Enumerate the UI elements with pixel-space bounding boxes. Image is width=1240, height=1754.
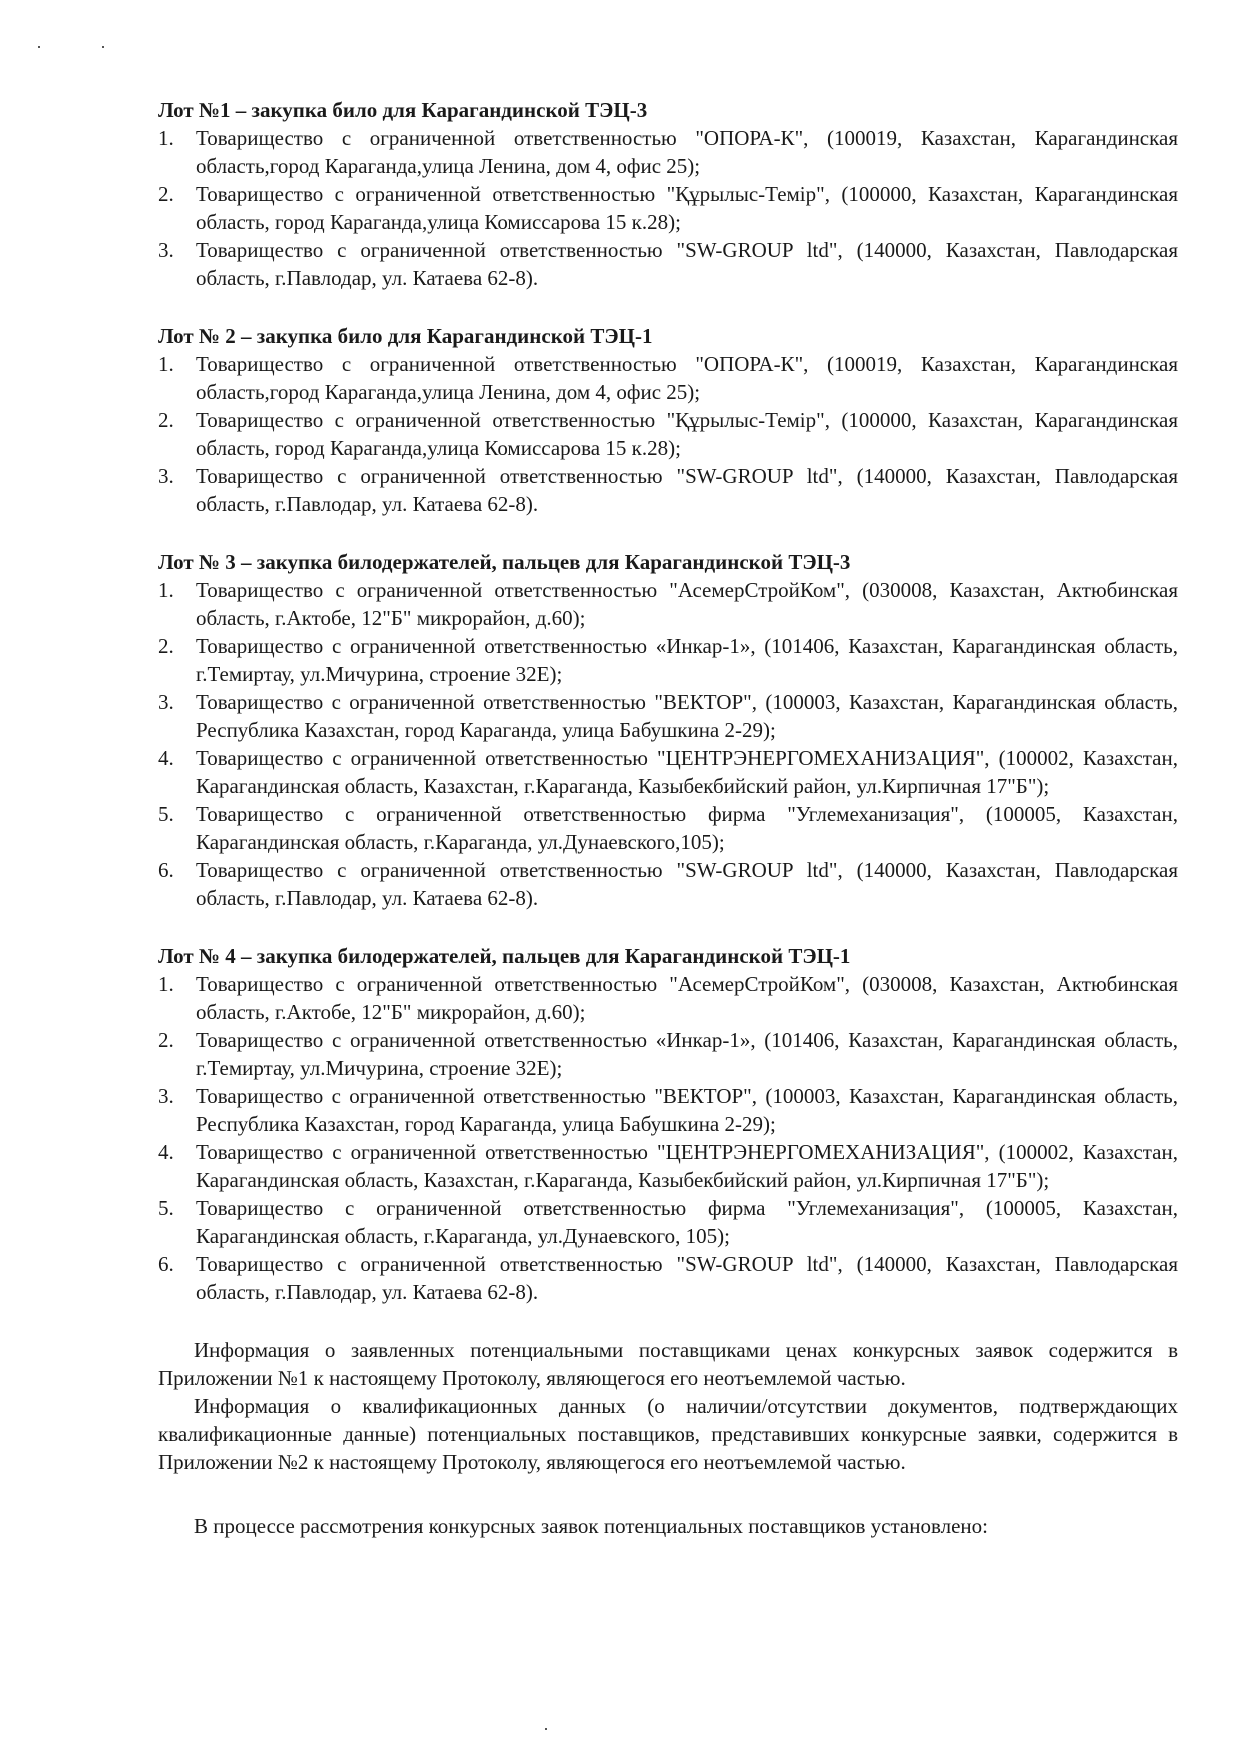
- supplier-item: [158, 576, 1178, 632]
- supplier-item: [158, 236, 1178, 292]
- review-paragraph: В процессе рассмотрения конкурсных заявок потенциальных поставщиков установлено:: [194, 1514, 988, 1538]
- document-body: [158, 96, 1178, 1540]
- supplier-text: Товарищество с ограниченной ответственностью "ВЕКТОР", (100003, Казахстан, Карагандинская область, Республика Казахстан, город Караганда, улица Бабушкина 2-29);: [196, 690, 1178, 742]
- supplier-list: [158, 970, 1178, 1306]
- scan-speck: [102, 46, 104, 48]
- item-number: 5.: [158, 1196, 174, 1220]
- supplier-text: Товарищество с ограниченной ответственностью "АсемерСтройКом", (030008, Казахстан, Актюбинская область, г.Актобе, 12"Б" микрорайон, д.60);: [196, 578, 1178, 630]
- supplier-text: Товарищество с ограниченной ответственностью "Құрылыс-Темір", (100000, Казахстан, Карагандинская область, город Караганда,улица Комиссарова 15 к.28);: [196, 182, 1178, 234]
- prices-paragraph: Информация о заявленных потенциальными поставщиками ценах конкурсных заявок содержится в Приложении №1 к настоящему Протоколу, являющегося его неотъемлемой частью.: [158, 1338, 1178, 1390]
- supplier-item: [158, 350, 1178, 406]
- item-number: 1.: [158, 578, 174, 602]
- lot-4: [158, 942, 1178, 1306]
- item-number: 2.: [158, 408, 174, 432]
- supplier-list: [158, 350, 1178, 518]
- lot-title: Лот № 4 – закупка билодержателей, пальцев для Карагандинской ТЭЦ-1: [158, 944, 851, 968]
- item-number: 5.: [158, 802, 174, 826]
- supplier-item: [158, 1250, 1178, 1306]
- supplier-item: [158, 632, 1178, 688]
- supplier-text: Товарищество с ограниченной ответственностью "SW-GROUP ltd", (140000, Казахстан, Павлодарская область, г.Павлодар, ул. Катаева 62-8).: [196, 464, 1178, 516]
- item-number: 3.: [158, 238, 174, 262]
- lot-title: Лот №1 – закупка било для Карагандинской ТЭЦ-3: [158, 98, 648, 122]
- lot-1: [158, 96, 1178, 292]
- supplier-item: [158, 1082, 1178, 1138]
- supplier-text: Товарищество с ограниченной ответственностью "ВЕКТОР", (100003, Казахстан, Карагандинская область, Республика Казахстан, город Караганда, улица Бабушкина 2-29);: [196, 1084, 1178, 1136]
- lot-3: [158, 548, 1178, 912]
- supplier-item: [158, 856, 1178, 912]
- supplier-text: Товарищество с ограниченной ответственностью «Инкар-1», (101406, Казахстан, Карагандинская область, г.Темиртау, ул.Мичурина, строение 32Е);: [196, 1028, 1178, 1080]
- supplier-item: [158, 744, 1178, 800]
- supplier-list: [158, 576, 1178, 912]
- supplier-text: Товарищество с ограниченной ответственностью фирма "Углемеханизация", (100005, Казахстан, Карагандинская область, г.Караганда, ул.Дунаевского, 105);: [196, 1196, 1178, 1248]
- scan-speck: [545, 1728, 547, 1730]
- supplier-text: Товарищество с ограниченной ответственностью "SW-GROUP ltd", (140000, Казахстан, Павлодарская область, г.Павлодар, ул. Катаева 62-8).: [196, 858, 1178, 910]
- supplier-item: [158, 406, 1178, 462]
- supplier-text: Товарищество с ограниченной ответственностью "ЦЕНТРЭНЕРГОМЕХАНИЗАЦИЯ", (100002, Казахстан, Карагандинская область, Казахстан, г.Караганда, Казыбекбийский район, ул.Кирпичная 17"Б");: [196, 1140, 1178, 1192]
- item-number: 2.: [158, 1028, 174, 1052]
- supplier-item: [158, 124, 1178, 180]
- supplier-text: Товарищество с ограниченной ответственностью "Құрылыс-Темір", (100000, Казахстан, Карагандинская область, город Караганда,улица Комиссарова 15 к.28);: [196, 408, 1178, 460]
- supplier-text: Товарищество с ограниченной ответственностью "SW-GROUP ltd", (140000, Казахстан, Павлодарская область, г.Павлодар, ул. Катаева 62-8).: [196, 238, 1178, 290]
- supplier-item: [158, 180, 1178, 236]
- item-number: 1.: [158, 352, 174, 376]
- supplier-text: Товарищество с ограниченной ответственностью "SW-GROUP ltd", (140000, Казахстан, Павлодарская область, г.Павлодар, ул. Катаева 62-8).: [196, 1252, 1178, 1304]
- scan-speck: [38, 46, 40, 48]
- item-number: 4.: [158, 1140, 174, 1164]
- supplier-text: Товарищество с ограниченной ответственностью "ОПОРА-К", (100019, Казахстан, Карагандинская область,город Караганда,улица Ленина, дом 4, офис 25);: [196, 126, 1178, 178]
- item-number: 3.: [158, 464, 174, 488]
- supplier-text: Товарищество с ограниченной ответственностью «Инкар-1», (101406, Казахстан, Карагандинская область, г.Темиртау, ул.Мичурина, строение 32Е);: [196, 634, 1178, 686]
- supplier-text: Товарищество с ограниченной ответственностью фирма "Углемеханизация", (100005, Казахстан, Карагандинская область, г.Караганда, ул.Дунаевского,105);: [196, 802, 1178, 854]
- item-number: 1.: [158, 972, 174, 996]
- item-number: 1.: [158, 126, 174, 150]
- supplier-item: [158, 800, 1178, 856]
- item-number: 6.: [158, 1252, 174, 1276]
- supplier-text: Товарищество с ограниченной ответственностью "АсемерСтройКом", (030008, Казахстан, Актюбинская область, г.Актобе, 12"Б" микрорайон, д.60);: [196, 972, 1178, 1024]
- item-number: 3.: [158, 690, 174, 714]
- item-number: 6.: [158, 858, 174, 882]
- supplier-text: Товарищество с ограниченной ответственностью "ОПОРА-К", (100019, Казахстан, Карагандинская область,город Караганда,улица Ленина, дом 4, офис 25);: [196, 352, 1178, 404]
- supplier-item: [158, 462, 1178, 518]
- supplier-item: [158, 1194, 1178, 1250]
- lot-2: [158, 322, 1178, 518]
- lot-title: Лот № 3 – закупка билодержателей, пальцев для Карагандинской ТЭЦ-3: [158, 550, 851, 574]
- item-number: 2.: [158, 182, 174, 206]
- supplier-item: [158, 1026, 1178, 1082]
- item-number: 2.: [158, 634, 174, 658]
- item-number: 3.: [158, 1084, 174, 1108]
- lot-title: Лот № 2 – закупка било для Карагандинской ТЭЦ-1: [158, 324, 653, 348]
- supplier-list: [158, 124, 1178, 292]
- qualification-paragraph: Информация о квалификационных данных (о наличии/отсутствии документов, подтверждающих квалификационные данные) потенциальных поставщиков, представивших конкурсные заявки, содержится в Приложении №2 к настоящему Протоколу, являющегося его неотъемлемой частью.: [158, 1394, 1178, 1474]
- supplier-item: [158, 688, 1178, 744]
- supplier-text: Товарищество с ограниченной ответственностью "ЦЕНТРЭНЕРГОМЕХАНИЗАЦИЯ", (100002, Казахстан, Карагандинская область, Казахстан, г.Караганда, Казыбекбийский район, ул.Кирпичная 17"Б");: [196, 746, 1178, 798]
- supplier-item: [158, 1138, 1178, 1194]
- supplier-item: [158, 970, 1178, 1026]
- item-number: 4.: [158, 746, 174, 770]
